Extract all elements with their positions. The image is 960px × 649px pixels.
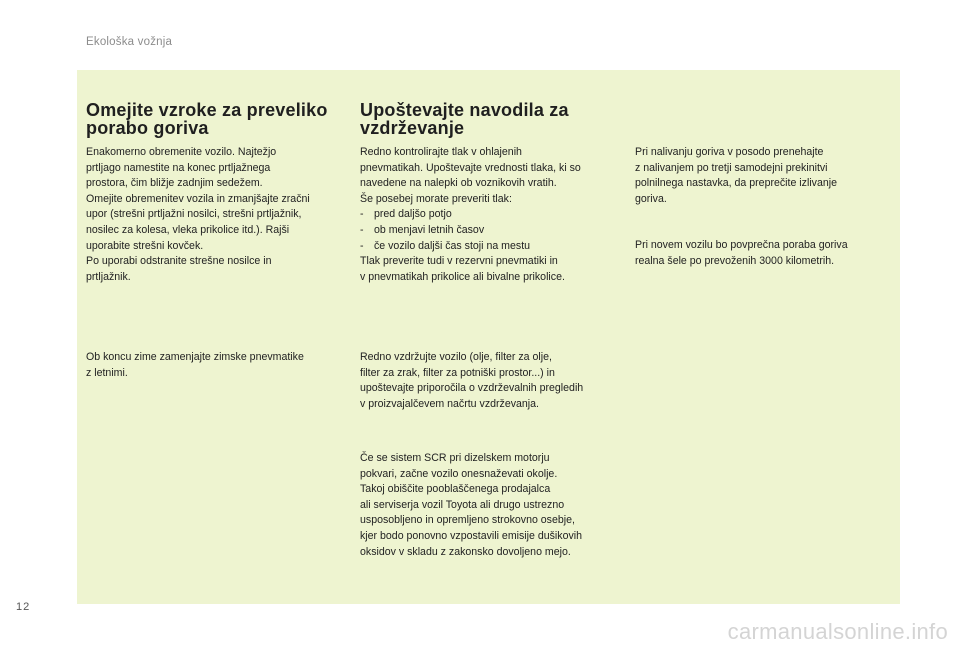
- text-line: realna šele po prevoženih 3000 kilometrih.: [635, 254, 835, 267]
- text-line: usposobljeno in opremljeno strokovno osebje,: [360, 514, 575, 527]
- text-line: upor (strešni prtljažni nosilci, strešni prtljažnik,: [86, 208, 302, 221]
- text-line: polnilnega nastavka, da preprečite izlivanje: [635, 177, 837, 190]
- text-line: Pri novem vozilu bo povprečna poraba goriva: [635, 239, 848, 251]
- heading-maintenance: [360, 101, 622, 137]
- heading-line: porabo goriva: [86, 118, 209, 138]
- list-item: - pred daljšo potjo: [360, 207, 622, 223]
- paragraph-load: [86, 145, 348, 285]
- paragraph-tyres: [86, 350, 348, 381]
- text-line: Redno kontrolirajte tlak v ohlajenih: [360, 146, 522, 158]
- text-line: Po uporabi odstranite strešne nosilce in: [86, 255, 272, 268]
- watermark: carmanualsonline.info: [727, 619, 948, 644]
- page-number: 12: [16, 601, 31, 613]
- text-line: prostora, čim bližje zadnjim sedežem.: [86, 177, 263, 190]
- list-item: - če vozilo daljši čas stoji na mestu: [360, 239, 622, 255]
- text-line: uporabite strešni kovček.: [86, 239, 204, 252]
- text-line: Ob koncu zime zamenjajte zimske pnevmatike: [86, 351, 304, 363]
- text-line: Tlak preverite tudi v rezervni pnevmatiki in: [360, 255, 558, 268]
- text-line: filter za zrak, filter za potniški prostor...) in: [360, 366, 555, 379]
- heading-line: Omejite vzroke za preveliko: [86, 100, 328, 120]
- section-title: Ekološka vožnja: [86, 36, 173, 48]
- paragraph-service: [360, 350, 622, 412]
- text-line: z nalivanjem po tretji samodejni prekinitvi: [635, 161, 828, 174]
- text-line: pokvari, začne vozilo onesnaževati okolje.: [360, 467, 558, 480]
- text-line: v proizvajalčevem načrtu vzdrževanja.: [360, 397, 539, 410]
- text-line: goriva.: [635, 192, 667, 205]
- pressure-check-list: [360, 207, 622, 254]
- text-line: prtljažnik.: [86, 270, 131, 283]
- text-line: Pri nalivanju goriva v posodo prenehajte: [635, 146, 824, 158]
- paragraph-refuel: [635, 145, 885, 207]
- text-line: Še posebej morate preveriti tlak:: [360, 192, 512, 205]
- heading-line: vzdrževanje: [360, 118, 465, 138]
- paragraph-pressure: [360, 145, 622, 285]
- text-line: prtljago namestite na konec prtljažnega: [86, 161, 271, 174]
- text-line: navedene na nalepki ob voznikovih vratih.: [360, 177, 557, 190]
- heading-line: Upoštevajte navodila za: [360, 100, 569, 120]
- text-line: pnevmatikah. Upoštevajte vrednosti tlaka, ki so: [360, 161, 581, 174]
- text-line: Omejite obremenitev vozila in zmanjšajte zračni: [86, 192, 310, 205]
- text-line: ali serviserja vozil Toyota ali drugo ustrezno: [360, 498, 565, 511]
- text-line: v pnevmatikah prikolice ali bivalne prikolice.: [360, 270, 565, 283]
- text-line: Redno vzdržujte vozilo (olje, filter za olje,: [360, 351, 552, 363]
- text-line: z letnimi.: [86, 366, 128, 379]
- text-line: oksidov v skladu z zakonsko dovoljeno mejo.: [360, 545, 571, 558]
- text-line: kjer bodo ponovno vzpostavili emisije dušikovih: [360, 529, 582, 542]
- text-line: Če se sistem SCR pri dizelskem motorju: [360, 452, 550, 464]
- text-line: upoštevajte priporočila o vzdrževalnih pregledih: [360, 382, 584, 395]
- paragraph-new-vehicle: [635, 238, 885, 269]
- paragraph-scr: [360, 451, 622, 560]
- text-line: Takoj obiščite pooblaščenega prodajalca: [360, 483, 551, 496]
- text-line: nosilec za kolesa, vleka prikolice itd.). Rajši: [86, 223, 290, 236]
- text-line: Enakomerno obremenite vozilo. Najtežjo: [86, 146, 277, 158]
- heading-fuel-consumption: [86, 101, 348, 137]
- list-item: - ob menjavi letnih časov: [360, 223, 622, 239]
